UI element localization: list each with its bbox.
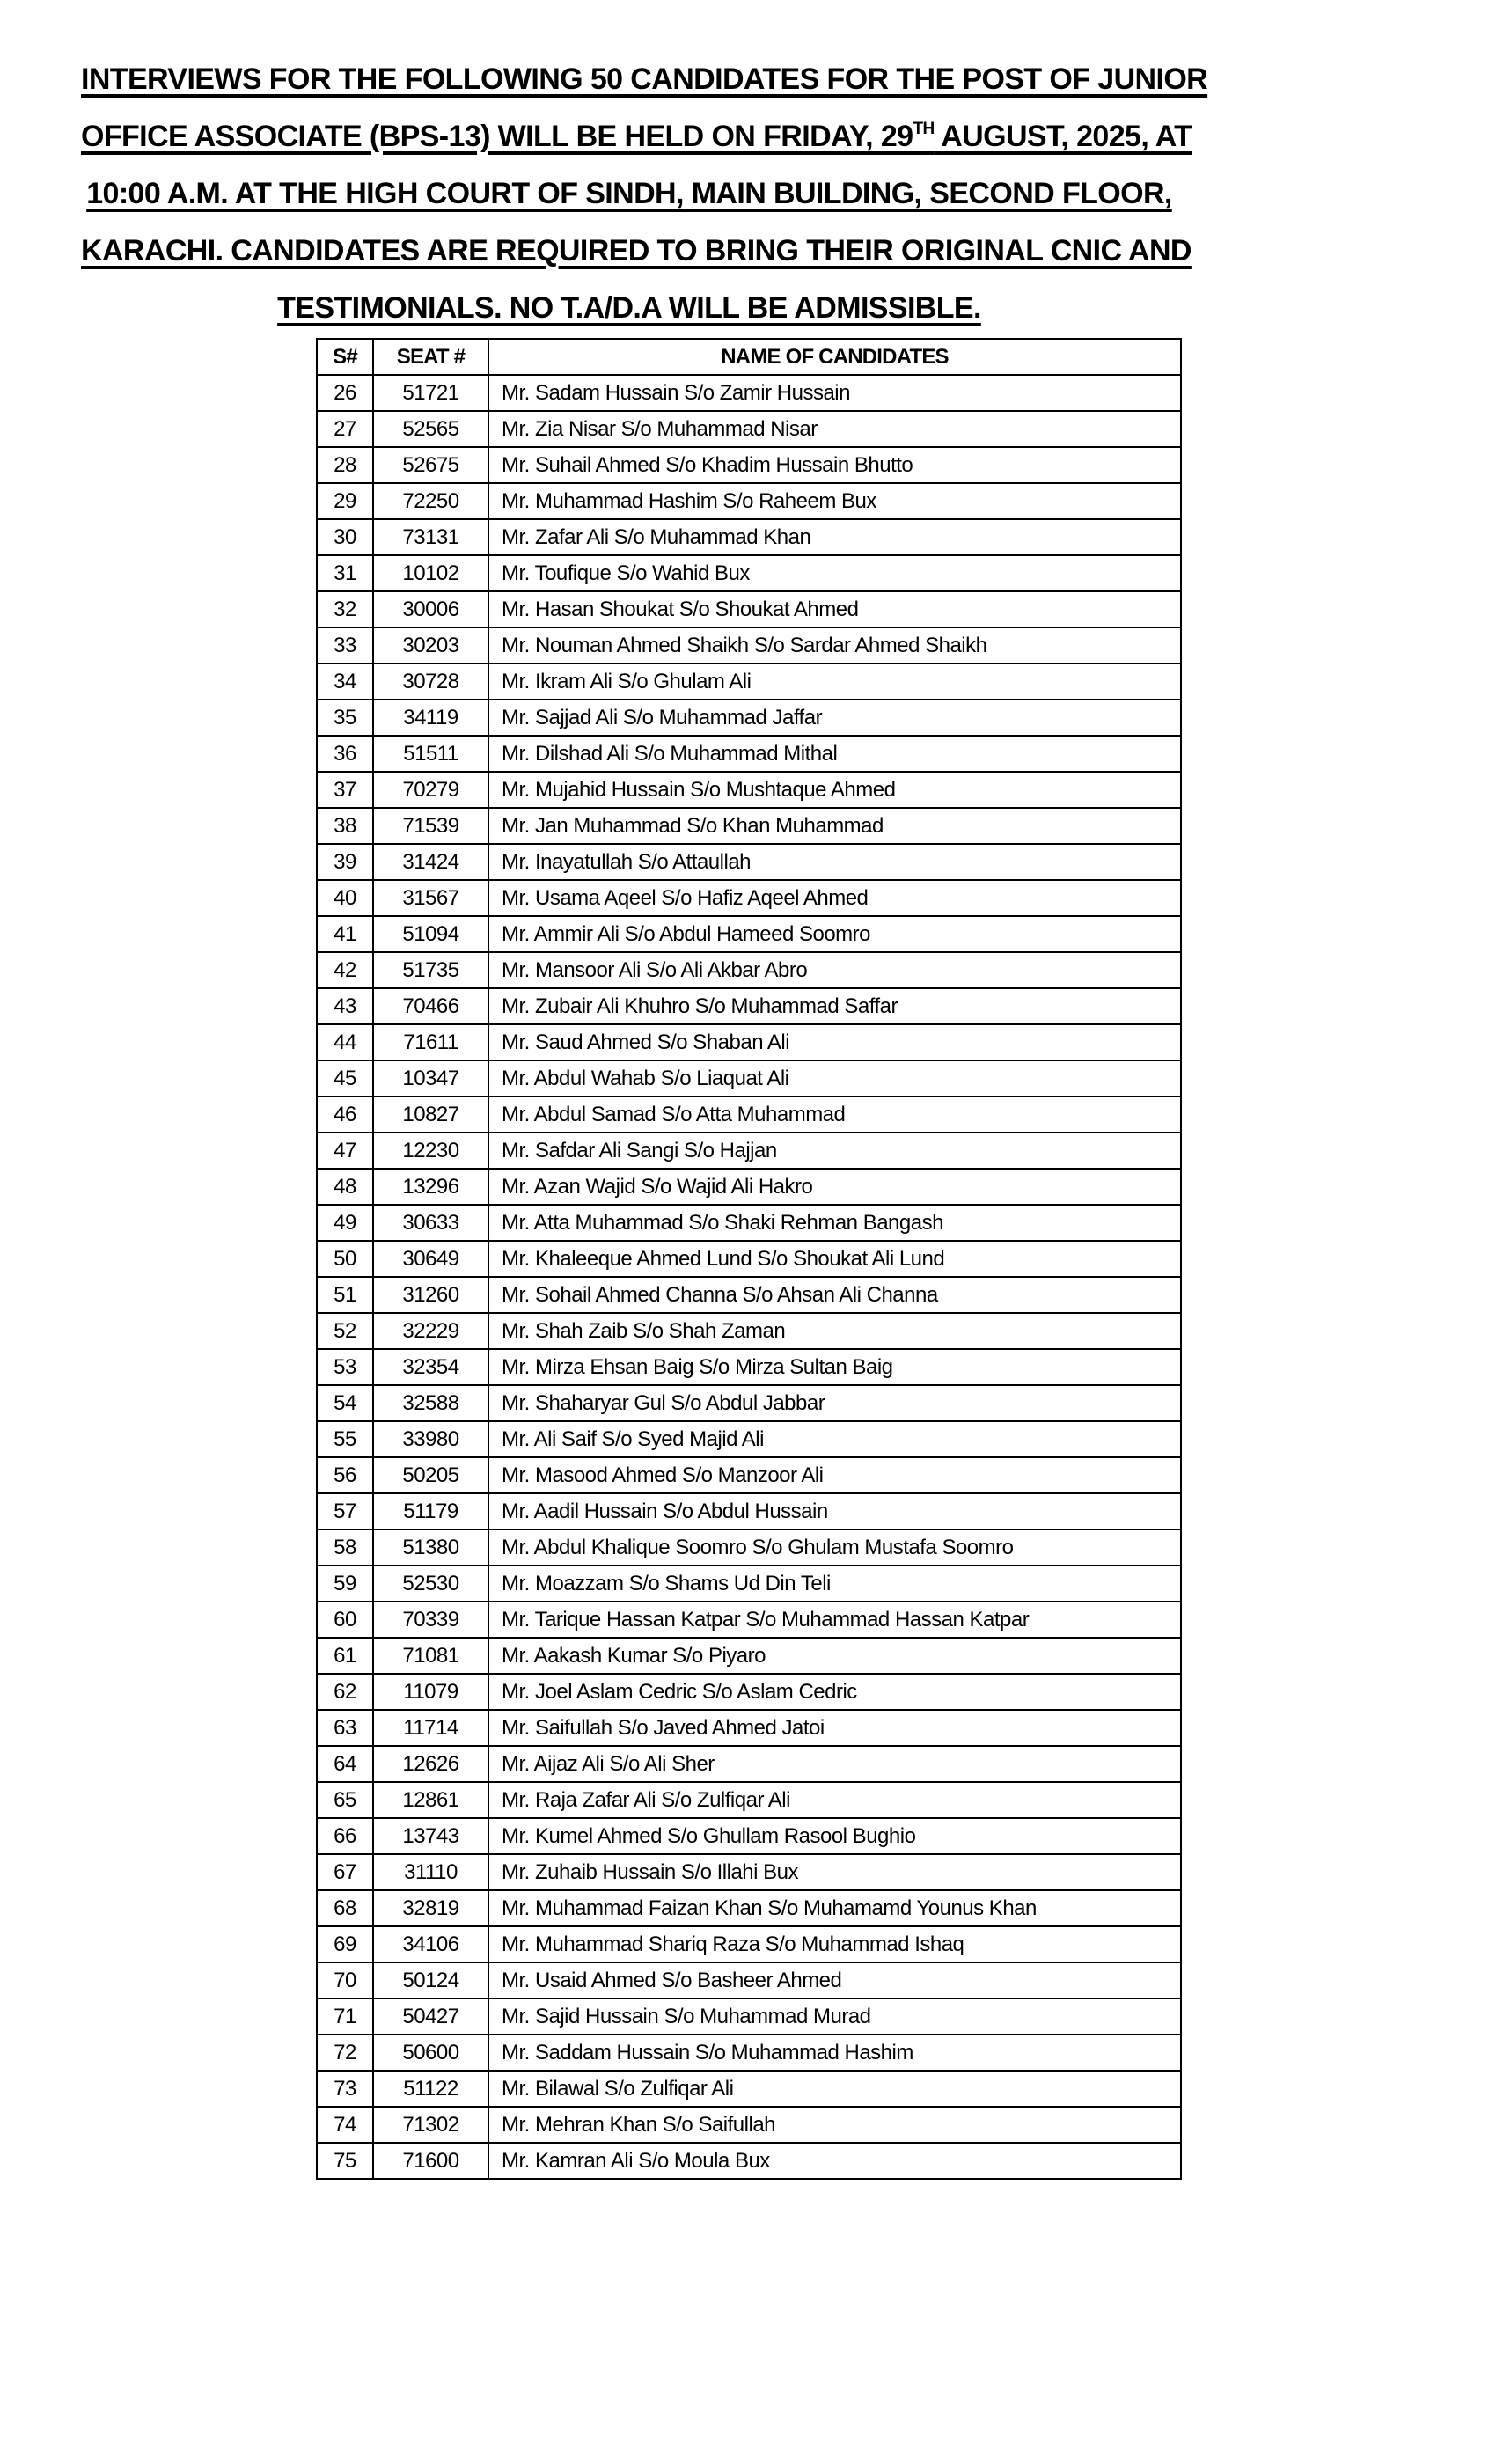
candidate-name-cell: Mr. Mansoor Ali S/o Ali Akbar Abro [488,952,1181,988]
table-row [317,880,1181,916]
seat-number-cell: 51122 [373,2071,488,2107]
candidate-name-cell: Mr. Ammir Ali S/o Abdul Hameed Soomro [488,916,1181,952]
seat-number-cell: 33980 [373,1421,488,1457]
seat-number-cell: 71600 [373,2143,488,2179]
serial-number-cell: 72 [317,2035,373,2071]
candidate-name-cell: Mr. Tarique Hassan Katpar S/o Muhammad Hassan Katpar [488,1602,1181,1638]
table-row [317,1746,1181,1782]
table-row [317,1421,1181,1457]
candidate-name-cell: Mr. Ikram Ali S/o Ghulam Ali [488,664,1181,700]
seat-number-cell: 51721 [373,375,488,411]
seat-number-cell: 10102 [373,555,488,591]
serial-number-cell: 62 [317,1674,373,1710]
table-row [317,1998,1181,2035]
table-row [317,555,1181,591]
table-row [317,2107,1181,2143]
candidate-name-cell: Mr. Muhammad Shariq Raza S/o Muhammad Ishaq [488,1926,1181,1962]
candidate-name-cell: Mr. Moazzam S/o Shams Ud Din Teli [488,1566,1181,1602]
serial-number-cell: 66 [317,1818,373,1854]
candidate-name-cell: Mr. Shaharyar Gul S/o Abdul Jabbar [488,1385,1181,1421]
seat-number-cell: 70339 [373,1602,488,1638]
seat-number-cell: 30006 [373,591,488,627]
header-seat-number: SEAT # [373,339,488,375]
serial-number-cell: 75 [317,2143,373,2179]
table-row [317,1133,1181,1169]
serial-number-cell: 65 [317,1782,373,1818]
table-row [317,952,1181,988]
candidate-name-cell: Mr. Masood Ahmed S/o Manzoor Ali [488,1457,1181,1493]
candidate-name-cell: Mr. Khaleeque Ahmed Lund S/o Shoukat Ali Lund [488,1241,1181,1277]
serial-number-cell: 59 [317,1566,373,1602]
seat-number-cell: 71611 [373,1024,488,1060]
seat-number-cell: 31260 [373,1277,488,1313]
serial-number-cell: 47 [317,1133,373,1169]
table-row [317,1457,1181,1493]
candidate-name-cell: Mr. Joel Aslam Cedric S/o Aslam Cedric [488,1674,1181,1710]
table-row [317,1674,1181,1710]
table-row [317,375,1181,411]
table-row [317,1602,1181,1638]
seat-number-cell: 34119 [373,700,488,736]
candidate-name-cell: Mr. Safdar Ali Sangi S/o Hajjan [488,1133,1181,1169]
seat-number-cell: 11079 [373,1674,488,1710]
candidate-name-cell: Mr. Atta Muhammad S/o Shaki Rehman Bangash [488,1205,1181,1241]
serial-number-cell: 50 [317,1241,373,1277]
notice-line-3: 10:00 A.M. AT THE HIGH COURT OF SINDH, MAIN BUILDING, SECOND FLOOR, [86,177,1172,210]
seat-number-cell: 12230 [373,1133,488,1169]
table-row [317,1529,1181,1566]
seat-number-cell: 32229 [373,1313,488,1349]
serial-number-cell: 51 [317,1277,373,1313]
seat-number-cell: 32819 [373,1890,488,1926]
table-row [317,1060,1181,1096]
serial-number-cell: 45 [317,1060,373,1096]
candidate-name-cell: Mr. Usama Aqeel S/o Hafiz Aqeel Ahmed [488,880,1181,916]
table-row [317,1566,1181,1602]
candidate-name-cell: Mr. Saud Ahmed S/o Shaban Ali [488,1024,1181,1060]
notice-heading [81,51,1208,337]
serial-number-cell: 28 [317,447,373,483]
seat-number-cell: 71539 [373,808,488,844]
table-row [317,1493,1181,1529]
candidate-name-cell: Mr. Aijaz Ali S/o Ali Sher [488,1746,1181,1782]
candidate-name-cell: Mr. Bilawal S/o Zulfiqar Ali [488,2071,1181,2107]
serial-number-cell: 48 [317,1169,373,1205]
serial-number-cell: 64 [317,1746,373,1782]
seat-number-cell: 70466 [373,988,488,1024]
seat-number-cell: 12861 [373,1782,488,1818]
table-row [317,519,1181,555]
seat-number-cell: 50427 [373,1998,488,2035]
table-row [317,591,1181,627]
notice-line-4: KARACHI. CANDIDATES ARE REQUIRED TO BRING THEIR ORIGINAL CNIC AND [81,234,1192,268]
seat-number-cell: 52565 [373,411,488,447]
serial-number-cell: 36 [317,736,373,772]
serial-number-cell: 30 [317,519,373,555]
table-row [317,1024,1181,1060]
header-candidate-name: NAME OF CANDIDATES [488,339,1181,375]
serial-number-cell: 53 [317,1349,373,1385]
candidate-name-cell: Mr. Usaid Ahmed S/o Basheer Ahmed [488,1962,1181,1998]
seat-number-cell: 30203 [373,627,488,664]
serial-number-cell: 37 [317,772,373,808]
table-row [317,1926,1181,1962]
serial-number-cell: 34 [317,664,373,700]
seat-number-cell: 10827 [373,1096,488,1133]
notice-line-1: INTERVIEWS FOR THE FOLLOWING 50 CANDIDATES FOR THE POST OF JUNIOR [81,62,1208,96]
table-row [317,1890,1181,1926]
candidates-table [316,338,1182,2180]
seat-number-cell: 50205 [373,1457,488,1493]
serial-number-cell: 73 [317,2071,373,2107]
candidate-name-cell: Mr. Kumel Ahmed S/o Ghullam Rasool Bughio [488,1818,1181,1854]
seat-number-cell: 52675 [373,447,488,483]
seat-number-cell: 12626 [373,1746,488,1782]
serial-number-cell: 58 [317,1529,373,1566]
candidate-name-cell: Mr. Shah Zaib S/o Shah Zaman [488,1313,1181,1349]
candidate-name-cell: Mr. Abdul Wahab S/o Liaquat Ali [488,1060,1181,1096]
table-row [317,2035,1181,2071]
seat-number-cell: 30649 [373,1241,488,1277]
serial-number-cell: 70 [317,1962,373,1998]
serial-number-cell: 27 [317,411,373,447]
serial-number-cell: 56 [317,1457,373,1493]
table-row [317,1710,1181,1746]
seat-number-cell: 70279 [373,772,488,808]
table-row [317,1096,1181,1133]
seat-number-cell: 10347 [373,1060,488,1096]
table-row [317,1854,1181,1890]
serial-number-cell: 35 [317,700,373,736]
candidate-name-cell: Mr. Suhail Ahmed S/o Khadim Hussain Bhutto [488,447,1181,483]
table-row [317,988,1181,1024]
seat-number-cell: 51735 [373,952,488,988]
serial-number-cell: 55 [317,1421,373,1457]
candidate-name-cell: Mr. Toufique S/o Wahid Bux [488,555,1181,591]
serial-number-cell: 54 [317,1385,373,1421]
candidate-name-cell: Mr. Sohail Ahmed Channa S/o Ahsan Ali Channa [488,1277,1181,1313]
serial-number-cell: 61 [317,1638,373,1674]
seat-number-cell: 73131 [373,519,488,555]
candidate-name-cell: Mr. Zia Nisar S/o Muhammad Nisar [488,411,1181,447]
seat-number-cell: 13296 [373,1169,488,1205]
candidate-name-cell: Mr. Sadam Hussain S/o Zamir Hussain [488,375,1181,411]
table-row [317,1782,1181,1818]
candidate-name-cell: Mr. Abdul Khalique Soomro S/o Ghulam Mustafa Soomro [488,1529,1181,1566]
table-row [317,1277,1181,1313]
seat-number-cell: 71302 [373,2107,488,2143]
notice-line-2: OFFICE ASSOCIATE (BPS-13) WILL BE HELD ON FRIDAY, 29TH AUGUST, 2025, AT [81,120,1192,153]
serial-number-cell: 46 [317,1096,373,1133]
candidate-name-cell: Mr. Nouman Ahmed Shaikh S/o Sardar Ahmed Shaikh [488,627,1181,664]
table-row [317,772,1181,808]
seat-number-cell: 50124 [373,1962,488,1998]
candidate-name-cell: Mr. Raja Zafar Ali S/o Zulfiqar Ali [488,1782,1181,1818]
serial-number-cell: 60 [317,1602,373,1638]
seat-number-cell: 51380 [373,1529,488,1566]
candidate-name-cell: Mr. Aakash Kumar S/o Piyaro [488,1638,1181,1674]
table-row [317,411,1181,447]
table-row [317,844,1181,880]
table-row [317,808,1181,844]
table-row [317,1349,1181,1385]
candidate-name-cell: Mr. Abdul Samad S/o Atta Muhammad [488,1096,1181,1133]
candidate-name-cell: Mr. Dilshad Ali S/o Muhammad Mithal [488,736,1181,772]
serial-number-cell: 68 [317,1890,373,1926]
candidate-name-cell: Mr. Kamran Ali S/o Moula Bux [488,2143,1181,2179]
seat-number-cell: 32588 [373,1385,488,1421]
header-serial-number: S# [317,339,373,375]
table-row [317,1169,1181,1205]
table-row [317,916,1181,952]
candidate-name-cell: Mr. Zubair Ali Khuhro S/o Muhammad Saffar [488,988,1181,1024]
table-row [317,1818,1181,1854]
candidate-name-cell: Mr. Mujahid Hussain S/o Mushtaque Ahmed [488,772,1181,808]
serial-number-cell: 33 [317,627,373,664]
serial-number-cell: 49 [317,1205,373,1241]
seat-number-cell: 72250 [373,483,488,519]
candidate-name-cell: Mr. Muhammad Faizan Khan S/o Muhamamd Younus Khan [488,1890,1181,1926]
table-row [317,627,1181,664]
candidate-name-cell: Mr. Mirza Ehsan Baig S/o Mirza Sultan Baig [488,1349,1181,1385]
table-row [317,1313,1181,1349]
seat-number-cell: 30728 [373,664,488,700]
seat-number-cell: 71081 [373,1638,488,1674]
serial-number-cell: 26 [317,375,373,411]
seat-number-cell: 31110 [373,1854,488,1890]
candidate-name-cell: Mr. Muhammad Hashim S/o Raheem Bux [488,483,1181,519]
table-row [317,1205,1181,1241]
candidate-name-cell: Mr. Zuhaib Hussain S/o Illahi Bux [488,1854,1181,1890]
seat-number-cell: 30633 [373,1205,488,1241]
seat-number-cell: 32354 [373,1349,488,1385]
table-row [317,1638,1181,1674]
candidate-name-cell: Mr. Zafar Ali S/o Muhammad Khan [488,519,1181,555]
serial-number-cell: 69 [317,1926,373,1962]
serial-number-cell: 67 [317,1854,373,1890]
seat-number-cell: 50600 [373,2035,488,2071]
table-row [317,447,1181,483]
table-row [317,1241,1181,1277]
seat-number-cell: 51511 [373,736,488,772]
candidate-name-cell: Mr. Sajjad Ali S/o Muhammad Jaffar [488,700,1181,736]
serial-number-cell: 41 [317,916,373,952]
seat-number-cell: 13743 [373,1818,488,1854]
table-row [317,664,1181,700]
candidate-name-cell: Mr. Inayatullah S/o Attaullah [488,844,1181,880]
serial-number-cell: 42 [317,952,373,988]
serial-number-cell: 40 [317,880,373,916]
serial-number-cell: 57 [317,1493,373,1529]
ordinal-suffix: TH [913,120,935,138]
serial-number-cell: 71 [317,1998,373,2035]
candidate-name-cell: Mr. Aadil Hussain S/o Abdul Hussain [488,1493,1181,1529]
serial-number-cell: 39 [317,844,373,880]
serial-number-cell: 63 [317,1710,373,1746]
serial-number-cell: 32 [317,591,373,627]
seat-number-cell: 51094 [373,916,488,952]
serial-number-cell: 44 [317,1024,373,1060]
seat-number-cell: 52530 [373,1566,488,1602]
candidate-name-cell: Mr. Saddam Hussain S/o Muhammad Hashim [488,2035,1181,2071]
serial-number-cell: 74 [317,2107,373,2143]
seat-number-cell: 31424 [373,844,488,880]
candidate-name-cell: Mr. Sajid Hussain S/o Muhammad Murad [488,1998,1181,2035]
notice-line-5: TESTIMONIALS. NO T.A/D.A WILL BE ADMISSIBLE. [277,291,981,325]
candidate-name-cell: Mr. Jan Muhammad S/o Khan Muhammad [488,808,1181,844]
candidate-name-cell: Mr. Azan Wajid S/o Wajid Ali Hakro [488,1169,1181,1205]
candidate-name-cell: Mr. Ali Saif S/o Syed Majid Ali [488,1421,1181,1457]
candidate-name-cell: Mr. Saifullah S/o Javed Ahmed Jatoi [488,1710,1181,1746]
candidate-name-cell: Mr. Mehran Khan S/o Saifullah [488,2107,1181,2143]
table-header-row [317,339,1181,375]
serial-number-cell: 43 [317,988,373,1024]
seat-number-cell: 51179 [373,1493,488,1529]
table-row [317,1962,1181,1998]
table-row [317,2071,1181,2107]
table-row [317,700,1181,736]
serial-number-cell: 31 [317,555,373,591]
seat-number-cell: 31567 [373,880,488,916]
candidate-name-cell: Mr. Hasan Shoukat S/o Shoukat Ahmed [488,591,1181,627]
serial-number-cell: 52 [317,1313,373,1349]
seat-number-cell: 34106 [373,1926,488,1962]
table-row [317,1385,1181,1421]
serial-number-cell: 38 [317,808,373,844]
seat-number-cell: 11714 [373,1710,488,1746]
serial-number-cell: 29 [317,483,373,519]
table-row [317,2143,1181,2179]
table-row [317,483,1181,519]
table-row [317,736,1181,772]
